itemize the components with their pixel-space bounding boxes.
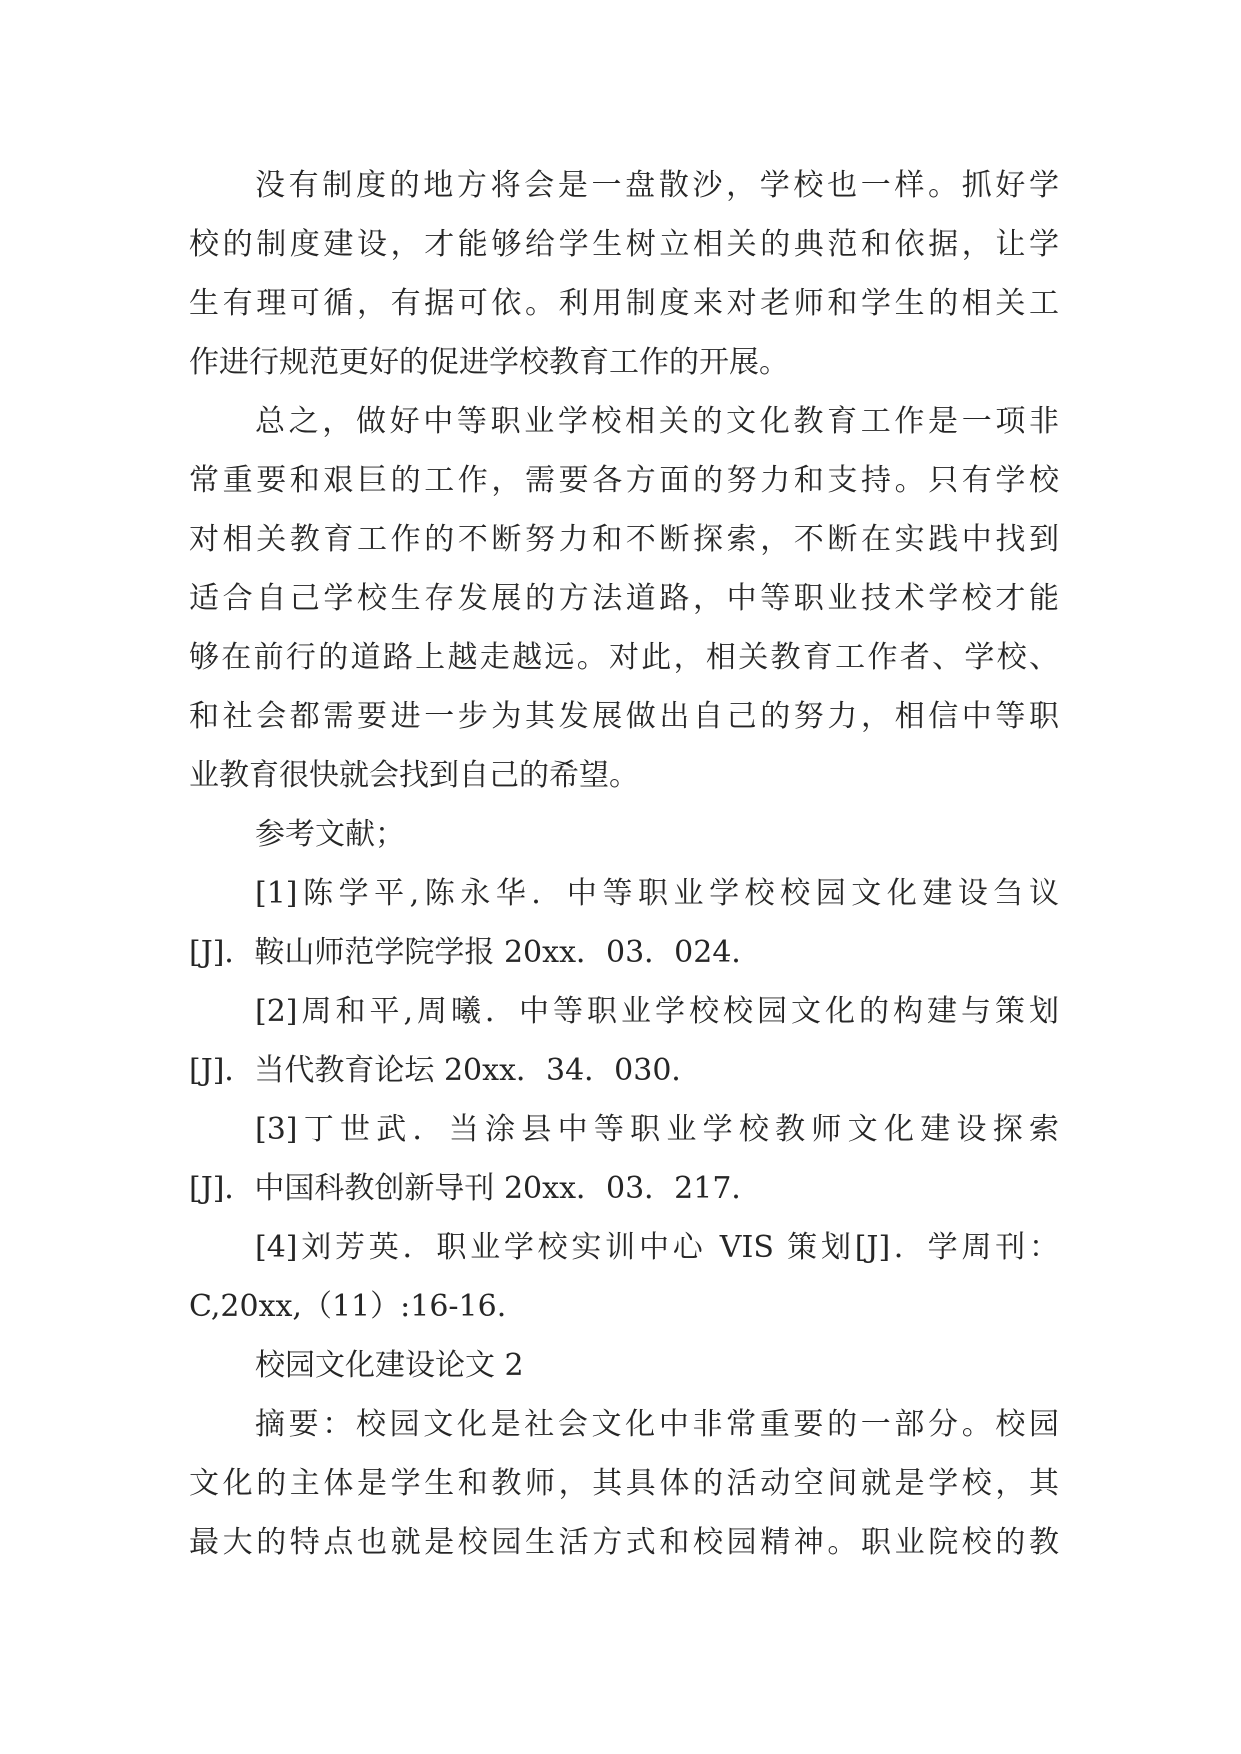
text-line: 业教育很快就会找到自己的希望。 xyxy=(189,758,639,793)
text-line: 摘要：校园文化是社会文化中非常重要的一部分。校园 xyxy=(255,1407,1059,1442)
text-line: 最大的特点也就是校园生活方式和校园精神。职业院校的教 xyxy=(189,1525,1059,1560)
text-line: 作进行规范更好的促进学校教育工作的开展。 xyxy=(189,345,789,380)
text-line: 生有理可循，有据可依。利用制度来对老师和学生的相关工 xyxy=(189,286,1059,321)
text-line: 适合自己学校生存发展的方法道路，中等职业技术学校才能 xyxy=(189,581,1059,616)
text-line: 对相关教育工作的不断努力和不断探索，不断在实践中找到 xyxy=(189,522,1059,557)
text-line: 校的制度建设，才能够给学生树立相关的典范和依据，让学 xyxy=(189,227,1059,262)
reference-item: C,20xx,（11）:16-16. xyxy=(189,1289,507,1324)
text-line: 常重要和艰巨的工作，需要各方面的努力和支持。只有学校 xyxy=(189,463,1059,498)
reference-item: [J]．中国科教创新导刊 20xx．03．217． xyxy=(189,1171,762,1206)
references-heading: 参考文献； xyxy=(255,817,405,852)
text-line: 文化的主体是学生和教师，其具体的活动空间就是学校，其 xyxy=(189,1466,1059,1501)
reference-item: [J]．当代教育论坛 20xx．34．030． xyxy=(189,1053,702,1088)
reference-item: [1]陈学平,陈永华．中等职业学校校园文化建设刍议 xyxy=(255,876,1059,911)
text-line: 总之，做好中等职业学校相关的文化教育工作是一项非 xyxy=(255,404,1059,439)
reference-item: [J]．鞍山师范学院学报 20xx．03．024． xyxy=(189,935,762,970)
reference-item: [2]周和平,周曦．中等职业学校校园文化的构建与策划 xyxy=(255,994,1059,1029)
text-line: 没有制度的地方将会是一盘散沙，学校也一样。抓好学 xyxy=(255,168,1059,203)
reference-item: [3]丁世武．当涂县中等职业学校教师文化建设探索 xyxy=(255,1112,1059,1147)
text-line: 够在前行的道路上越走越远。对此，相关教育工作者、学校、 xyxy=(189,640,1059,675)
reference-item: [4]刘芳英．职业学校实训中心 VIS 策划[J]．学周刊： xyxy=(255,1230,1059,1265)
text-line: 和社会都需要进一步为其发展做出自己的努力，相信中等职 xyxy=(189,699,1059,734)
section-title: 校园文化建设论文 2 xyxy=(255,1348,524,1383)
